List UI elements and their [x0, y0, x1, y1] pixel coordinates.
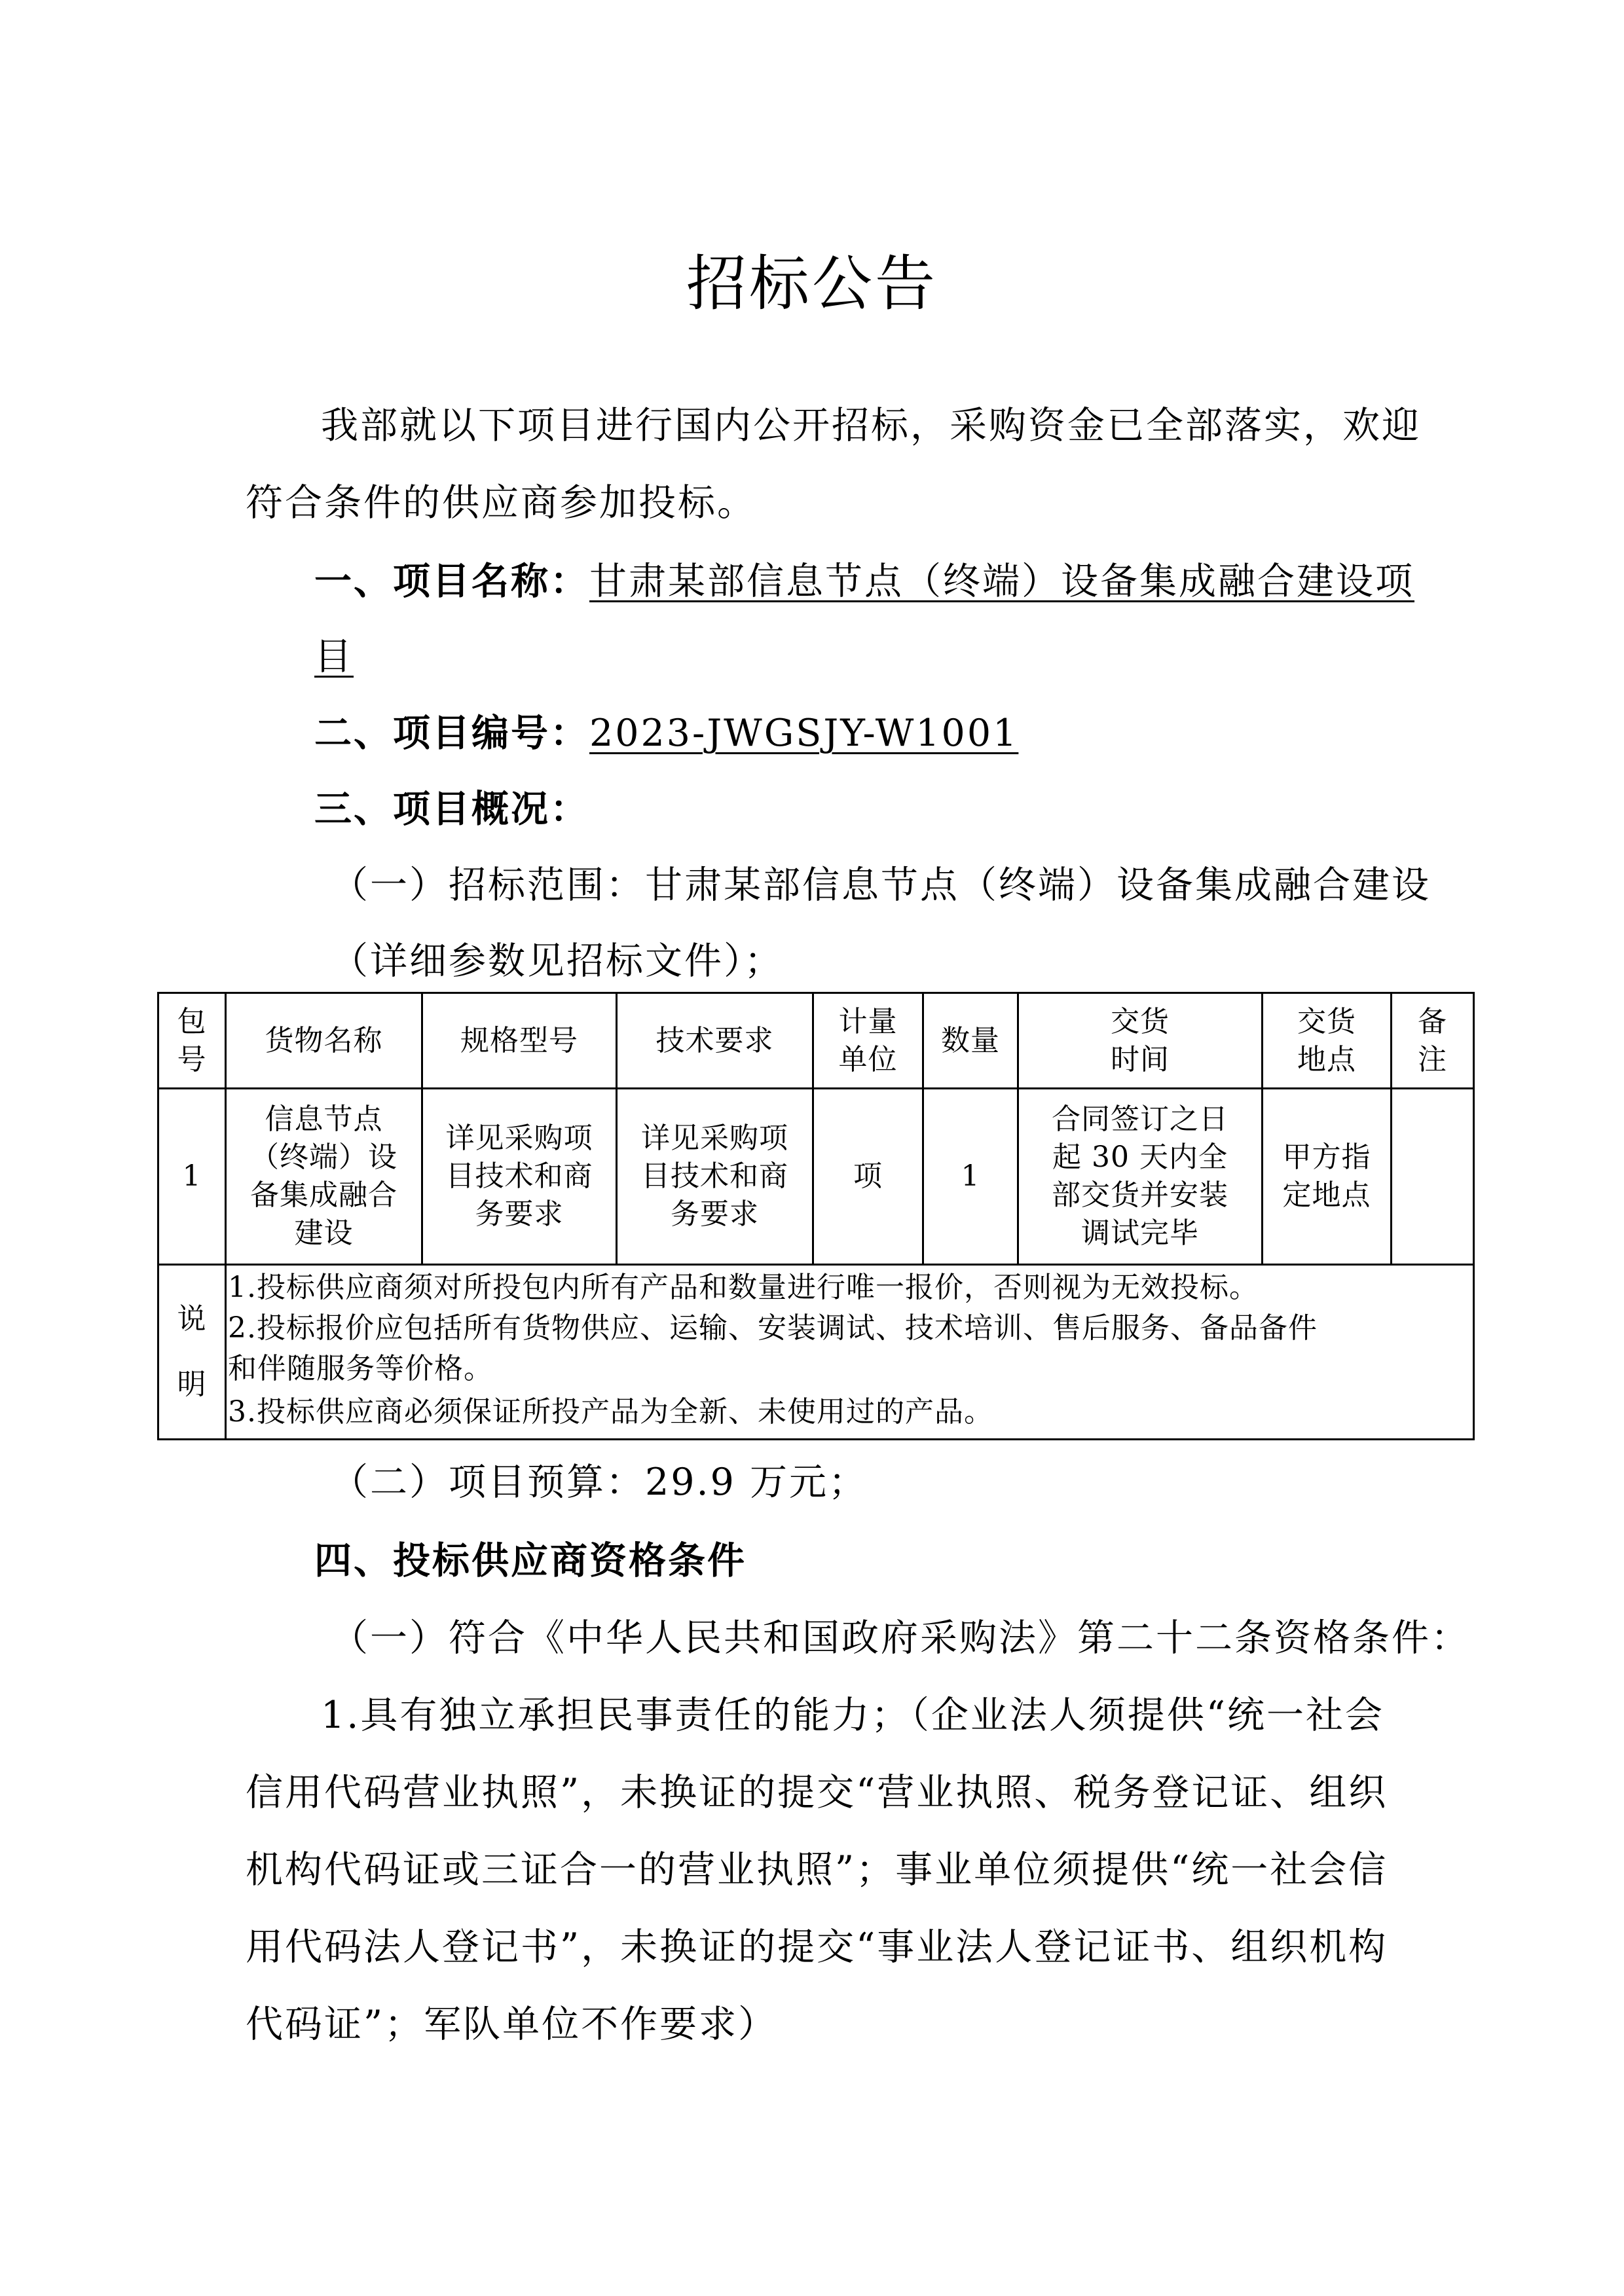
project-name-value-cont: 目	[314, 635, 354, 678]
qualification-heading: 四、投标供应商资格条件	[314, 1539, 747, 1582]
qualification-1-line-2: 信用代码营业执照”，未换证的提交“营业执照、税务登记证、组织	[246, 1771, 1388, 1814]
note-3: 3.投标供应商必须保证所投产品为全新、未使用过的产品。	[228, 1395, 993, 1429]
row-delivery-time: 合同签订之日 起 30 天内全 部交货并安装 调试完毕	[1052, 1102, 1228, 1250]
qualification-1-line-3: 机构代码证或三证合一的营业执照”；事业单位须提供“统一社会信	[246, 1848, 1388, 1891]
note-1: 1.投标供应商须对所投包内所有产品和数量进行唯一报价，否则视为无效投标。	[228, 1271, 1259, 1304]
qualification-intro: （一）符合《中华人民共和国政府采购法》第二十二条资格条件：	[331, 1616, 1470, 1660]
row-package-no: 1	[182, 1159, 202, 1193]
bid-items-table	[157, 992, 1475, 1440]
project-name-value: 甘肃某部信息节点（终端）设备集成融合建设项	[589, 560, 1414, 603]
notes-label: 说 明	[177, 1302, 207, 1401]
intro-line-2: 符合条件的供应商参加投标。	[246, 481, 756, 524]
header-goods-name: 货物名称	[265, 1023, 383, 1057]
header-tech-req: 技术要求	[655, 1023, 774, 1057]
project-overview-heading: 三、项目概况：	[314, 788, 589, 831]
row-goods-name: 信息节点 （终端）设 备集成融合 建设	[250, 1102, 397, 1250]
row-quantity: 1	[961, 1159, 980, 1193]
header-delivery-place: 交货 地点	[1297, 1004, 1356, 1076]
qualification-1-line-1: 1.具有独立承担民事责任的能力；（企业法人须提供“统一社会	[321, 1694, 1385, 1737]
row-delivery-place: 甲方指 定地点	[1282, 1140, 1371, 1212]
header-package-no: 包 号	[177, 1004, 207, 1076]
qualification-1-line-4: 用代码法人登记书”，未换证的提交“事业法人登记证书、组织机构	[246, 1925, 1388, 1969]
intro-line-1: 我部就以下项目进行国内公开招标，采购资金已全部落实，欢迎	[321, 404, 1421, 447]
header-remarks: 备 注	[1418, 1004, 1447, 1076]
note-2: 2.投标报价应包括所有货物供应、运输、安装调试、技术培训、售后服务、备品备件	[228, 1311, 1318, 1345]
row-remarks	[1392, 1089, 1473, 1264]
row-spec-model: 详见采购项 目技术和商 务要求	[445, 1121, 593, 1231]
header-spec-model: 规格型号	[460, 1023, 578, 1057]
project-name-row	[314, 555, 1414, 608]
header-quantity: 数量	[941, 1023, 1000, 1057]
project-name-label: 一、项目名称：	[314, 560, 589, 603]
project-budget: （二）项目预算：29.9 万元；	[331, 1461, 868, 1504]
header-unit: 计量 单位	[838, 1004, 898, 1076]
project-number-value: 2023-JWGSJY-W1001	[589, 712, 1019, 755]
project-number-label: 二、项目编号：	[314, 712, 589, 755]
header-delivery-time: 交货 时间	[1111, 1004, 1170, 1076]
project-number-row	[314, 707, 1018, 759]
page-title: 招标公告	[686, 249, 938, 319]
scope-line-1: （一）招标范围：甘肃某部信息节点（终端）设备集成融合建设	[331, 864, 1431, 907]
scope-line-2: （详细参数见招标文件）；	[331, 939, 784, 983]
row-tech-req: 详见采购项 目技术和商 务要求	[641, 1121, 788, 1231]
qualification-1-line-5: 代码证”；军队单位不作要求）	[246, 2003, 778, 2046]
note-2-cont: 和伴随服务等价格。	[228, 1352, 493, 1385]
row-unit: 项	[853, 1159, 883, 1193]
